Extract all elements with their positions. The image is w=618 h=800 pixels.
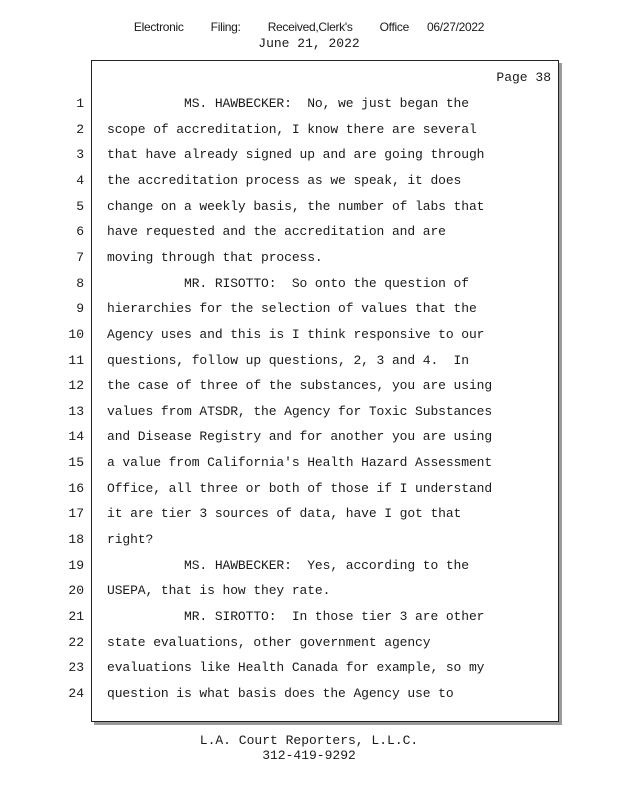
transcript-line: right? (107, 532, 154, 547)
transcript-line: questions, follow up questions, 2, 3 and 4. In (107, 353, 469, 368)
line-number: 12 (68, 378, 84, 393)
transcript-line: a value from California's Health Hazard Assessment (107, 455, 493, 470)
transcript-date: June 21, 2022 (258, 36, 360, 51)
court-reporter-name: L.A. Court Reporters, L.L.C. (199, 733, 419, 748)
transcript-line: MR. SIROTTO: In those tier 3 are other (107, 609, 485, 624)
line-number: 17 (68, 506, 84, 521)
transcript-line: and Disease Registry and for another you are using (107, 429, 493, 444)
line-number: 19 (68, 558, 84, 573)
line-number: 2 (76, 122, 84, 137)
line-number: 16 (68, 481, 84, 496)
transcript-line: the accreditation process as we speak, it does (107, 173, 462, 188)
transcript-line: values from ATSDR, the Agency for Toxic Substances (107, 404, 493, 419)
line-number: 6 (76, 224, 84, 239)
line-number: 20 (68, 583, 84, 598)
transcript-line: USEPA, that is how they rate. (107, 583, 331, 598)
line-number: 23 (68, 660, 84, 675)
line-number: 4 (76, 173, 84, 188)
line-number: 15 (68, 455, 84, 470)
line-number: 11 (68, 353, 84, 368)
transcript-line: the case of three of the substances, you are using (107, 378, 493, 393)
page-number: Page 38 (496, 70, 551, 85)
line-number: 1 (76, 96, 84, 111)
transcript-line: moving through that process. (107, 250, 323, 265)
transcript-line: that have already signed up and are going through (107, 147, 485, 162)
e-filing-stamp: Electronic Filing: Received,Clerk's Office 06/27/2022 (133, 20, 485, 34)
line-number: 13 (68, 404, 84, 419)
transcript-line: MS. HAWBECKER: No, we just began the (107, 96, 469, 111)
transcript-line: have requested and the accreditation and are (107, 224, 446, 239)
transcript-line: MR. RISOTTO: So onto the question of (107, 276, 469, 291)
line-number: 21 (68, 609, 84, 624)
line-number: 14 (68, 429, 84, 444)
line-number: 5 (76, 199, 84, 214)
transcript-line: it are tier 3 sources of data, have I got that (107, 506, 462, 521)
transcript-line: evaluations like Health Canada for example, so my (107, 660, 485, 675)
line-number: 9 (76, 301, 84, 316)
transcript-line: state evaluations, other government agency (107, 635, 431, 650)
line-number: 22 (68, 635, 84, 650)
line-number: 7 (76, 250, 84, 265)
transcript-line: change on a weekly basis, the number of labs that (107, 199, 485, 214)
line-number: 3 (76, 147, 84, 162)
transcript-line: hierarchies for the selection of values that the (107, 301, 477, 316)
line-number: 18 (68, 532, 84, 547)
transcript-line: MS. HAWBECKER: Yes, according to the (107, 558, 469, 573)
transcript-line: Office, all three or both of those if I understand (107, 481, 493, 496)
court-reporter-phone: 312-419-9292 (262, 748, 356, 763)
line-number: 8 (76, 276, 84, 291)
transcript-line: Agency uses and this is I think responsive to our (107, 327, 485, 342)
transcript-line: question is what basis does the Agency use to (107, 686, 454, 701)
line-number: 10 (68, 327, 84, 342)
line-number: 24 (68, 686, 84, 701)
transcript-line: scope of accreditation, I know there are several (107, 122, 477, 137)
